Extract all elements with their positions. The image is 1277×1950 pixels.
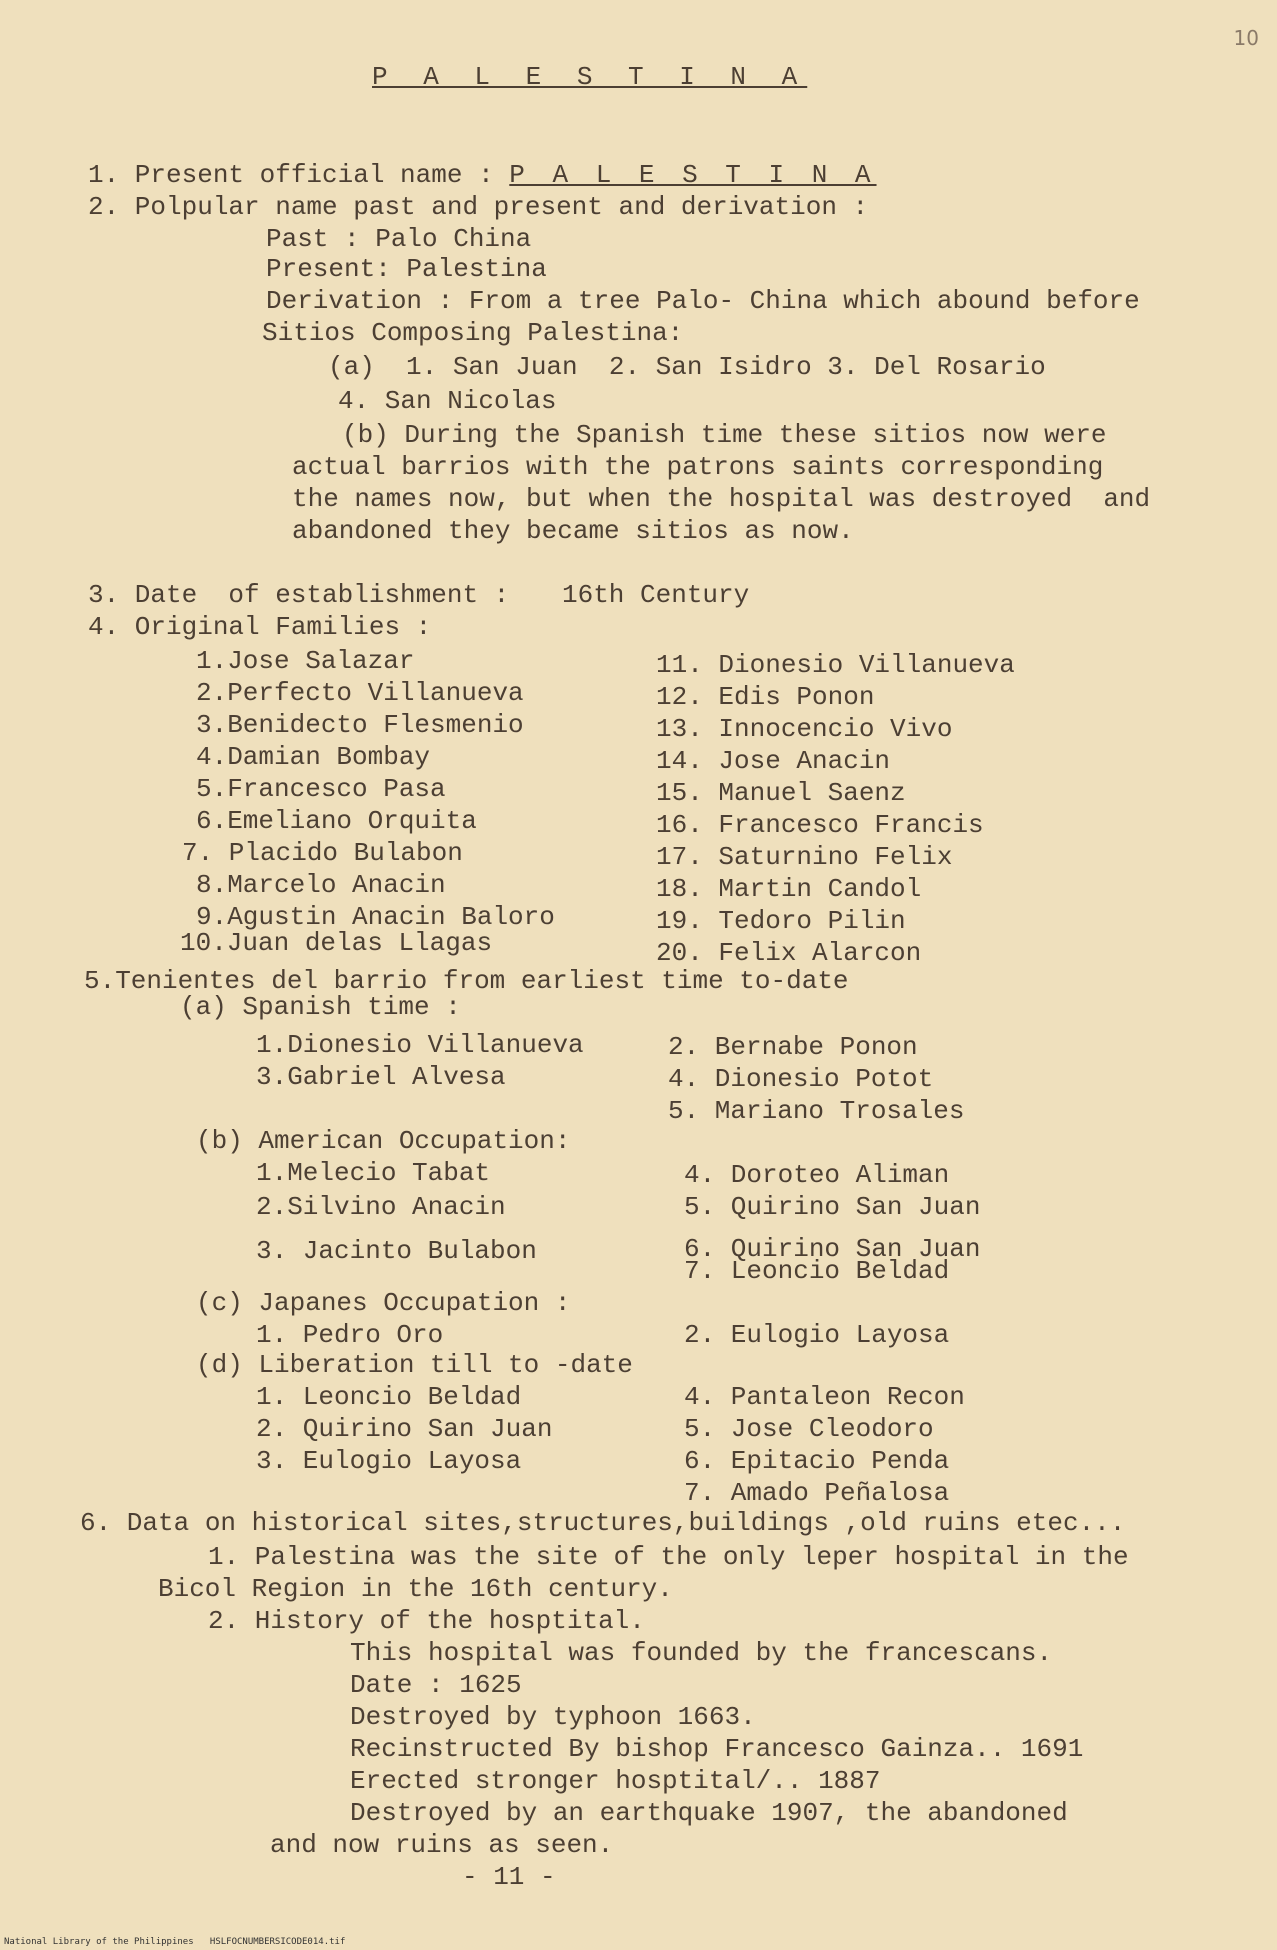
sitios-b-line: the names now, but when the hospital was destroyed and bbox=[292, 484, 1151, 514]
teniente-entry: 3. Eulogio Layosa bbox=[256, 1446, 522, 1476]
family-right: 15. Manuel Saenz bbox=[656, 778, 906, 808]
page-title: P A L E S T I N A bbox=[372, 62, 808, 92]
family-left: 4.Damian Bombay bbox=[196, 742, 431, 772]
corner-page-number: 10 bbox=[1233, 26, 1259, 50]
teniente-entry: 4. Doroteo Aliman bbox=[684, 1160, 950, 1190]
teniente-entry: 6. Epitacio Penda bbox=[684, 1446, 950, 1476]
spanish-heading: (a) Spanish time : bbox=[180, 992, 461, 1022]
family-left: 9.Agustin Anacin Baloro bbox=[196, 902, 555, 932]
item-2-past: Past : Palo China bbox=[266, 224, 532, 254]
teniente-entry: 1. Pedro Oro bbox=[256, 1320, 444, 1350]
item-6-point-2: 2. History of the hosptital. bbox=[208, 1606, 645, 1636]
teniente-entry: 5. Mariano Trosales bbox=[668, 1096, 965, 1126]
family-left: 3.Benidecto Flesmenio bbox=[196, 710, 524, 740]
history-line: Recinstructed By bishop Francesco Gainza.. 1691 bbox=[350, 1734, 1084, 1764]
liberation-heading: (d) Liberation till to -date bbox=[196, 1350, 633, 1380]
history-line: Destroyed by typhoon 1663. bbox=[350, 1702, 756, 1732]
teniente-entry: 1. Leoncio Beldad bbox=[256, 1382, 522, 1412]
japanese-heading: (c) Japanes Occupation : bbox=[196, 1288, 571, 1318]
family-right: 14. Jose Anacin bbox=[656, 746, 891, 776]
item-2-present: Present: Palestina bbox=[266, 254, 547, 284]
family-left: 1.Jose Salazar bbox=[196, 646, 415, 676]
sitios-heading: Sitios Composing Palestina: bbox=[262, 318, 684, 348]
family-left: 8.Marcelo Anacin bbox=[196, 870, 446, 900]
archive-footer: National Library of the Philippines HSLFOCNUMBERSICODE014.tif bbox=[4, 1937, 346, 1947]
sitios-list-a2: 4. San Nicolas bbox=[338, 386, 557, 416]
family-right: 12. Edis Ponon bbox=[656, 682, 875, 712]
teniente-entry: 5. Quirino San Juan bbox=[684, 1192, 981, 1222]
item-2-derivation: Derivation : From a tree Palo- China which abound before bbox=[266, 286, 1140, 316]
teniente-entry: 5. Jose Cleodoro bbox=[684, 1414, 934, 1444]
family-left: 2.Perfecto Villanueva bbox=[196, 678, 524, 708]
family-right: 11. Dionesio Villanueva bbox=[656, 650, 1015, 680]
sitios-b-line: (b) During the Spanish time these sitios now were bbox=[342, 420, 1107, 450]
teniente-entry: 7. Leoncio Beldad bbox=[684, 1256, 950, 1286]
item-6-point-1-cont: Bicol Region in the 16th century. bbox=[158, 1574, 673, 1604]
family-left: 5.Francesco Pasa bbox=[196, 774, 446, 804]
history-line: Date : 1625 bbox=[350, 1670, 522, 1700]
teniente-entry: 6. Quirino San Juan bbox=[684, 1234, 981, 1264]
teniente-entry: 2. Eulogio Layosa bbox=[684, 1320, 950, 1350]
family-left: 10.Juan delas Llagas bbox=[180, 928, 493, 958]
teniente-entry: 2.Silvino Anacin bbox=[256, 1192, 506, 1222]
teniente-entry: 3.Gabriel Alvesa bbox=[256, 1062, 506, 1092]
teniente-entry: 2. Quirino San Juan bbox=[256, 1414, 553, 1444]
family-right: 13. Innocencio Vivo bbox=[656, 714, 953, 744]
item-3-value: 16th Century bbox=[562, 580, 750, 610]
teniente-entry: 7. Amado Peñalosa bbox=[684, 1478, 950, 1508]
family-right: 20. Felix Alarcon bbox=[656, 938, 922, 968]
item-1-value: P A L E S T I N A bbox=[509, 160, 877, 190]
family-left: 7. Placido Bulabon bbox=[182, 838, 463, 868]
american-heading: (b) American Occupation: bbox=[196, 1126, 571, 1156]
item-1 bbox=[88, 160, 877, 190]
item-4-label: 4. Original Families : bbox=[88, 612, 432, 642]
teniente-entry: 1.Dionesio Villanueva bbox=[256, 1030, 584, 1060]
sitios-list-a1: (a) 1. San Juan 2. San Isidro 3. Del Rosario bbox=[328, 352, 1046, 382]
page-number: - 11 - bbox=[462, 1862, 556, 1892]
family-right: 18. Martin Candol bbox=[656, 874, 922, 904]
item-1-label: 1. Present official name : bbox=[88, 160, 510, 190]
family-right: 17. Saturnino Felix bbox=[656, 842, 953, 872]
teniente-entry: 1.Melecio Tabat bbox=[256, 1158, 491, 1188]
item-6-point-1: 1. Palestina was the site of the only leper hospital in the bbox=[208, 1542, 1129, 1572]
item-3-label: 3. Date of establishment : bbox=[88, 580, 510, 610]
sitios-b-line: actual barrios with the patrons saints corresponding bbox=[292, 452, 1104, 482]
teniente-entry: 4. Dionesio Potot bbox=[668, 1064, 934, 1094]
history-line: Erected stronger hosptital/.. 1887 bbox=[350, 1766, 881, 1796]
sitios-b-line: abandoned they became sitios as now. bbox=[292, 516, 854, 546]
history-line: Destroyed by an earthquake 1907, the abandoned bbox=[350, 1798, 1068, 1828]
family-left: 6.Emeliano Orquita bbox=[196, 806, 477, 836]
item-5-label: 5.Tenientes del barrio from earliest time to-date bbox=[84, 966, 849, 996]
family-right: 19. Tedoro Pilin bbox=[656, 906, 906, 936]
teniente-entry: 4. Pantaleon Recon bbox=[684, 1382, 965, 1412]
item-6-label: 6. Data on historical sites,structures,buildings ,old ruins etec... bbox=[80, 1508, 1126, 1538]
history-line: This hospital was founded by the francescans. bbox=[350, 1638, 1053, 1668]
item-2-label: 2. Polpular name past and present and derivation : bbox=[88, 192, 869, 222]
family-right: 16. Francesco Francis bbox=[656, 810, 984, 840]
history-closing: and now ruins as seen. bbox=[270, 1830, 614, 1860]
teniente-entry: 3. Jacinto Bulabon bbox=[256, 1236, 537, 1266]
teniente-entry: 2. Bernabe Ponon bbox=[668, 1032, 918, 1062]
